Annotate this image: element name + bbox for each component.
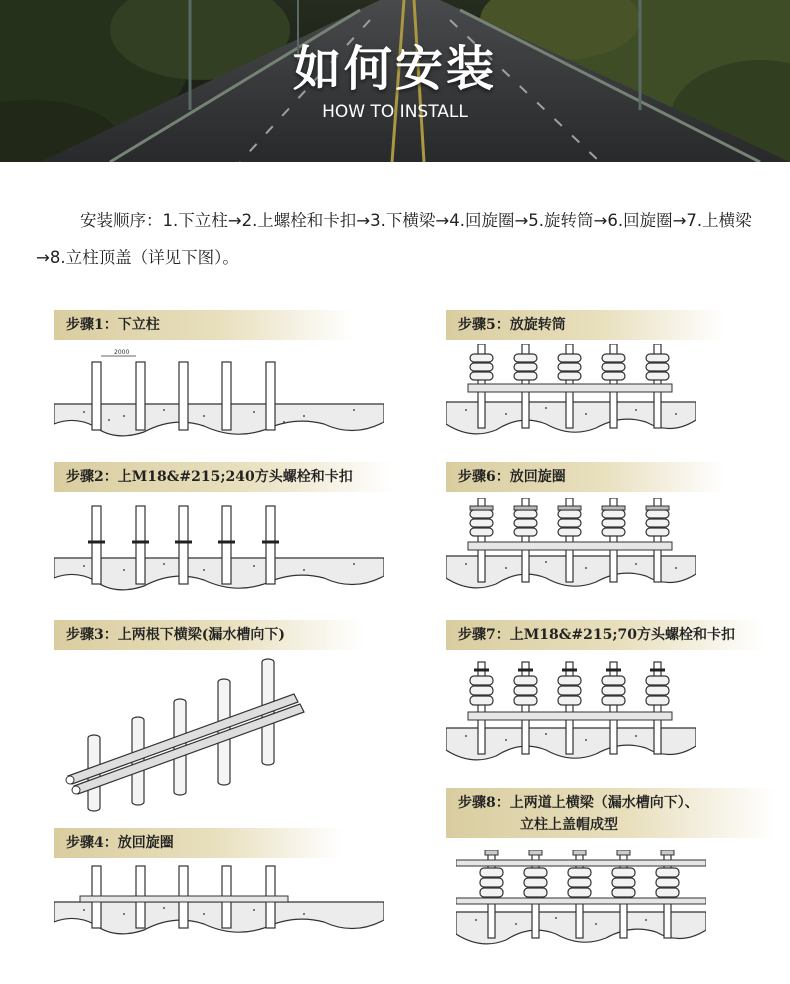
step-2-label: 步骤2：上M18&#215;240方头螺栓和卡扣 [54,462,394,492]
step-8-diagram [456,850,706,960]
page-subtitle: HOW TO INSTALL [322,102,468,122]
step-8-label-line2: 立柱上盖帽成型 [520,817,618,833]
step-8 [446,788,776,958]
step-4-diagram [54,864,384,964]
step-6-diagram [446,498,696,598]
step-3-label: 步骤3：上两根下横梁(漏水槽向下) [54,620,364,650]
step-8-label-line1: 步骤8：上两道上横梁（漏水槽向下）、 [458,795,699,811]
step-3-diagram [54,652,384,812]
step-6-label: 步骤6：放回旋圈 [446,462,726,492]
step-1-diagram [54,346,384,446]
step-4 [54,828,384,948]
step-1-label: 步骤1：下立柱 [54,310,354,340]
step-8-label [446,788,776,838]
page-title: 如何安装 [292,41,497,97]
step-1-dimension-label: 2000 [114,349,130,356]
step-7 [446,620,776,770]
step-6 [446,462,736,592]
step-5-diagram [446,344,696,444]
header-banner [0,0,790,162]
step-7-label: 步骤7：上M18&#215;70方头螺栓和卡扣 [446,620,766,650]
step-7-diagram [446,660,696,770]
step-2-diagram [54,500,384,600]
step-3 [54,620,384,810]
step-1 [54,310,384,430]
step-5 [446,310,736,440]
install-sequence-text: 安装顺序：1.下立柱→2.上螺栓和卡扣→3.下横梁→4.回旋圈→5.旋转筒→6.回旋圈→7.上横梁→8.立柱顶盖（详见下图）。 [36,211,752,267]
step-5-label: 步骤5：放旋转筒 [446,310,726,340]
step-4-label: 步骤4：放回旋圈 [54,828,344,858]
step-2 [54,462,394,592]
